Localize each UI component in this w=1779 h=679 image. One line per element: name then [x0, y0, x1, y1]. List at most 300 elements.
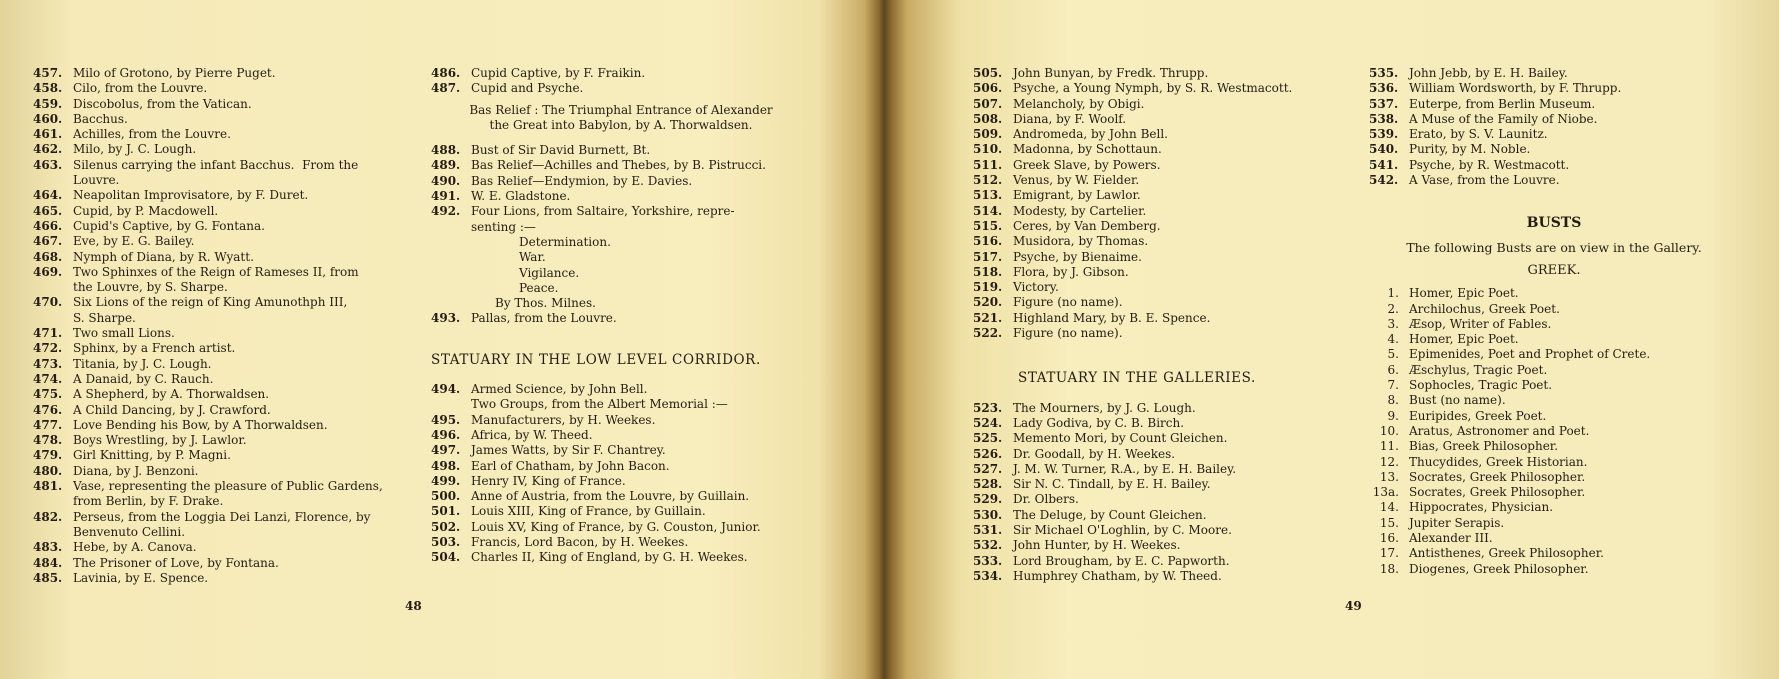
entry-number: 485. [33, 570, 63, 585]
entry-number: 513. [973, 188, 1003, 203]
entry-number: 488. [431, 143, 461, 158]
list-item [431, 189, 811, 204]
entry-text: Anne of Austria, from the Louvre, by Guillain. [471, 489, 750, 504]
entry-number: 2. [1387, 301, 1399, 316]
entry-text: Neapolitan Improvisatore, by F. Duret. [73, 188, 309, 203]
list-item [431, 550, 811, 565]
list-item [1369, 378, 1739, 393]
list-item [33, 295, 408, 310]
list-item [1369, 485, 1739, 500]
entry-text: Socrates, Greek Philosopher. [1409, 469, 1586, 484]
list-item [1369, 112, 1739, 127]
list-item [973, 462, 1353, 477]
entry-number: 541. [1369, 157, 1399, 172]
entry-number: 538. [1369, 111, 1399, 126]
entry-text: Sir Michael O'Loghlin, by C. Moore. [1013, 523, 1232, 538]
entry-text: Aratus, Astronomer and Poet. [1409, 423, 1590, 438]
list-item [1369, 393, 1739, 408]
entry-text: Louis XV, King of France, by G. Couston, Junior. [471, 519, 761, 534]
entry-number: 470. [33, 295, 63, 310]
entry-number: 531. [973, 523, 1003, 538]
list-item [973, 250, 1353, 265]
entry-text: Earl of Chatham, by John Bacon. [471, 458, 670, 473]
list-item [1369, 127, 1739, 142]
entry-text: Four Lions, from Saltaire, Yorkshire, repre- [471, 204, 735, 219]
section-heading: STATUARY IN THE LOW LEVEL CORRIDOR. [431, 351, 761, 368]
entry-number: 526. [973, 446, 1003, 461]
entry-number: 507. [973, 96, 1003, 111]
entry-number: 457. [33, 66, 63, 80]
entry-text: Emigrant, by Lawlor. [1013, 188, 1141, 203]
catalogue-list [431, 143, 811, 235]
entry-text: Diana, by F. Woolf. [1013, 111, 1127, 126]
entry-text: Hebe, by A. Canova. [73, 540, 197, 555]
list-item [33, 372, 408, 387]
list-item [33, 540, 408, 555]
entry-text: Cupid's Captive, by G. Fontana. [73, 218, 265, 233]
entry-text: Memento Mori, by Count Gleichen. [1013, 431, 1228, 446]
list-item [1369, 332, 1739, 347]
entry-text: Nymph of Diana, by R. Wyatt. [73, 249, 254, 264]
entry-number: 533. [973, 553, 1003, 568]
catalogue-list [431, 66, 811, 97]
list-item [431, 520, 811, 535]
entry-continuation: from Berlin, by F. Drake. [73, 494, 224, 509]
entry-text: Highland Mary, by B. E. Spence. [1013, 310, 1211, 325]
entry-number: 467. [33, 234, 63, 249]
entry-continuation: senting :— [471, 219, 536, 234]
list-item [431, 204, 811, 219]
list-item [1369, 286, 1739, 301]
entry-number: 18. [1379, 561, 1399, 576]
left-column-2 [431, 66, 811, 566]
list-item [33, 418, 408, 433]
list-item [33, 142, 408, 157]
list-item [33, 448, 408, 463]
entry-number: 12. [1379, 454, 1399, 469]
list-item [1369, 455, 1739, 470]
entry-number: 474. [33, 371, 63, 386]
right-column-1 [973, 66, 1353, 584]
entry-number: 13. [1379, 469, 1399, 484]
entry-number: 464. [33, 188, 63, 203]
list-item [973, 554, 1353, 569]
entry-text: Victory. [1013, 280, 1059, 295]
entry-number: 6. [1387, 362, 1399, 377]
entry-text: Humphrey Chatham, by W. Theed. [1013, 568, 1222, 583]
entry-text: William Wordsworth, by F. Thrupp. [1409, 81, 1622, 96]
entry-text: Love Bending his Bow, by A Thorwaldsen. [73, 417, 328, 432]
entry-text: Discobolus, from the Vatican. [73, 96, 252, 111]
section-heading: STATUARY IN THE GALLERIES. [1018, 370, 1256, 387]
entry-text: Æschylus, Tragic Poet. [1409, 362, 1548, 377]
entry-number: 477. [33, 417, 63, 432]
list-item [973, 523, 1353, 538]
list-item [431, 474, 811, 489]
entry-number: 508. [973, 111, 1003, 126]
entry-number: 502. [431, 519, 461, 534]
entry-number: 518. [973, 264, 1003, 279]
list-item [431, 535, 811, 550]
entry-text: Bas Relief—Achilles and Thebes, by B. Pistrucci. [471, 158, 766, 173]
entry-number: 516. [973, 234, 1003, 249]
sub-item: Determination. [519, 234, 611, 249]
list-item [431, 443, 811, 458]
list-item [33, 326, 408, 341]
list-item [973, 234, 1353, 249]
list-item [33, 112, 408, 127]
list-item [973, 538, 1353, 553]
entry-number: 517. [973, 249, 1003, 264]
list-item [431, 158, 811, 173]
entry-number: 523. [973, 400, 1003, 415]
entry-number: 1. [1387, 286, 1399, 301]
list-item [973, 280, 1353, 295]
entry-number: 496. [431, 427, 461, 442]
sub-item: Peace. [519, 280, 559, 295]
list-item [973, 127, 1353, 142]
sub-item: War. [519, 250, 546, 265]
entry-number: 461. [33, 127, 63, 142]
entry-text: J. M. W. Turner, R.A., by E. H. Bailey. [1013, 461, 1237, 476]
list-item [973, 142, 1353, 157]
entry-number: 537. [1369, 96, 1399, 111]
entry-text: A Child Dancing, by J. Crawford. [73, 402, 271, 417]
entry-number: 515. [973, 218, 1003, 233]
entry-number: 506. [973, 81, 1003, 96]
list-item [33, 204, 408, 219]
entry-text: Francis, Lord Bacon, by H. Weekes. [471, 535, 689, 550]
list-item [1369, 173, 1739, 188]
list-item [33, 219, 408, 234]
entry-number: 16. [1379, 531, 1399, 546]
entry-number: 492. [431, 204, 461, 219]
list-item [973, 311, 1353, 326]
list-item [431, 311, 811, 326]
entry-text: Sophocles, Tragic Poet. [1409, 378, 1553, 393]
catalogue-list [431, 382, 811, 566]
entry-text: Lady Godiva, by C. B. Birch. [1013, 415, 1185, 430]
entry-number: 481. [33, 479, 63, 494]
entry-number: 519. [973, 280, 1003, 295]
list-item [1369, 81, 1739, 96]
list-item [33, 188, 408, 203]
catalogue-list [33, 66, 408, 586]
entry-text: A Muse of the Family of Niobe. [1409, 111, 1598, 126]
entry-number: 469. [33, 264, 63, 279]
list-item [973, 188, 1353, 203]
busts-intro: The following Busts are on view in the Gallery. [1406, 239, 1702, 255]
entry-text: Armed Science, by John Bell. [471, 382, 648, 397]
list-item [33, 97, 408, 112]
entry-text: Henry IV, King of France. [471, 473, 626, 488]
entry-text: Bias, Greek Philosopher. [1409, 439, 1559, 454]
entry-number: 539. [1369, 127, 1399, 142]
sub-item: Vigilance. [519, 265, 580, 280]
entry-text: Ceres, by Van Demberg. [1013, 218, 1161, 233]
entry-number: 509. [973, 127, 1003, 142]
entry-text: The Prisoner of Love, by Fontana. [73, 555, 279, 570]
entry-text: Erato, by S. V. Launitz. [1409, 127, 1548, 142]
entry-number: 505. [973, 66, 1003, 80]
entry-number: 475. [33, 387, 63, 402]
list-item [33, 433, 408, 448]
entry-text: Cilo, from the Louvre. [73, 81, 208, 96]
list-item [973, 265, 1353, 280]
entry-text: Achilles, from the Louvre. [73, 127, 231, 142]
entry-number: 10. [1379, 423, 1399, 438]
list-item [1369, 302, 1739, 317]
entry-number: 462. [33, 142, 63, 157]
entry-text: Psyche, by R. Westmacott. [1409, 157, 1570, 172]
left-column-1 [33, 66, 408, 586]
entry-number: 504. [431, 550, 461, 565]
entry-number: 9. [1387, 408, 1399, 423]
entry-text: John Hunter, by H. Weekes. [1013, 538, 1181, 553]
entry-text: Silenus carrying the infant Bacchus. From the [73, 157, 359, 172]
entry-text: Bust (no name). [1409, 393, 1506, 408]
entry-number: 511. [973, 157, 1003, 172]
list-item [33, 464, 408, 479]
entry-number: 17. [1379, 546, 1399, 561]
entry-number: 497. [431, 443, 461, 458]
entry-number: 535. [1369, 66, 1399, 80]
entry-text: Figure (no name). [1013, 326, 1123, 341]
entry-text: Girl Knitting, by P. Magni. [73, 448, 231, 463]
entry-text: Diana, by J. Benzoni. [73, 463, 199, 478]
entry-number: 14. [1379, 500, 1399, 515]
list-item [973, 477, 1353, 492]
entry-number: 5. [1387, 347, 1399, 362]
catalogue-list [973, 66, 1353, 341]
entry-text: Charles II, King of England, by G. H. Weekes. [471, 550, 748, 565]
left-page [0, 0, 880, 679]
list-item [431, 174, 811, 189]
entry-text: Purity, by M. Noble. [1409, 142, 1531, 157]
entry-text: John Jebb, by E. H. Bailey. [1409, 66, 1568, 80]
entry-number: 525. [973, 431, 1003, 446]
entry-number: 472. [33, 341, 63, 356]
entry-number: 536. [1369, 81, 1399, 96]
entry-number: 490. [431, 173, 461, 188]
list-item [431, 66, 811, 81]
list-item [1369, 546, 1739, 561]
entry-number: 540. [1369, 142, 1399, 157]
list-item [33, 479, 408, 494]
entry-text: Cupid Captive, by F. Fraikin. [471, 66, 646, 80]
entry-text: Dr. Goodall, by H. Weekes. [1013, 446, 1176, 461]
list-item [1369, 347, 1739, 362]
list-item [1369, 424, 1739, 439]
list-item [431, 428, 811, 443]
list-item [431, 397, 811, 412]
entry-number: 498. [431, 458, 461, 473]
list-item [33, 81, 408, 96]
entry-text: Sir N. C. Tindall, by E. H. Bailey. [1013, 477, 1211, 492]
entry-text: The Mourners, by J. G. Lough. [1013, 400, 1196, 415]
entry-number: 473. [33, 356, 63, 371]
entry-number: 510. [973, 142, 1003, 157]
entry-text: Six Lions of the reign of King Amunothph III, [73, 295, 348, 310]
entry-number: 480. [33, 463, 63, 478]
entry-text: Milo of Grotono, by Pierre Puget. [73, 66, 276, 80]
entry-number: 3. [1387, 316, 1399, 331]
entry-number: 483. [33, 540, 63, 555]
entry-text: The Deluge, by Count Gleichen. [1013, 507, 1207, 522]
list-item [973, 326, 1353, 341]
catalogue-list [1369, 66, 1739, 188]
subsection-heading: GREEK. [1527, 262, 1581, 278]
entry-number: 478. [33, 433, 63, 448]
list-item [33, 556, 408, 571]
entry-text: Pallas, from the Louvre. [471, 311, 617, 326]
list-item [1369, 317, 1739, 332]
list-item [1369, 97, 1739, 112]
entry-text: Milo, by J. C. Lough. [73, 142, 197, 157]
entry-text: Greek Slave, by Powers. [1013, 157, 1161, 172]
entry-number: 489. [431, 158, 461, 173]
entry-text: A Vase, from the Louvre. [1409, 173, 1560, 188]
list-item [1369, 142, 1739, 157]
entry-number: 476. [33, 402, 63, 417]
list-item [33, 127, 408, 142]
entry-number: 487. [431, 81, 461, 96]
list-item [973, 173, 1353, 188]
list-item [431, 489, 811, 504]
entry-number: 512. [973, 173, 1003, 188]
entry-number: 491. [431, 189, 461, 204]
list-item [973, 81, 1353, 96]
entry-text: Modesty, by Cartelier. [1013, 203, 1147, 218]
list-item [33, 66, 408, 81]
list-item [431, 81, 811, 96]
entry-text: Epimenides, Poet and Prophet of Crete. [1409, 347, 1651, 362]
entry-text: Thucydides, Greek Historian. [1409, 454, 1588, 469]
list-item [33, 158, 408, 173]
entry-number: 521. [973, 310, 1003, 325]
entry-number: 530. [973, 507, 1003, 522]
entry-number: 524. [973, 415, 1003, 430]
entry-text: Cupid and Psyche. [471, 81, 584, 96]
entry-number: 7. [1387, 378, 1399, 393]
list-item [33, 341, 408, 356]
list-item [1369, 409, 1739, 424]
list-item [973, 97, 1353, 112]
entry-text: Euripides, Greek Poet. [1409, 408, 1547, 423]
entry-text: Cupid, by P. Macdowell. [73, 203, 219, 218]
entry-text: Dr. Olbers. [1013, 492, 1079, 507]
entry-text: Perseus, from the Loggia Dei Lanzi, Florence, by [73, 509, 371, 524]
entry-number: 522. [973, 326, 1003, 341]
entry-continuation: S. Sharpe. [73, 310, 136, 325]
entry-number: 534. [973, 568, 1003, 583]
list-item [431, 382, 811, 397]
entry-text: Musidora, by Thomas. [1013, 234, 1149, 249]
list-item [431, 459, 811, 474]
list-item [33, 234, 408, 249]
entry-number [431, 397, 471, 412]
entry-text: Venus, by W. Fielder. [1013, 173, 1140, 188]
entry-text: Psyche, by Bienaime. [1013, 249, 1142, 264]
list-item [1369, 470, 1739, 485]
entry-number: 529. [973, 492, 1003, 507]
right-page [890, 0, 1779, 679]
list-item [1369, 500, 1739, 515]
entry-number: 503. [431, 535, 461, 550]
entry-text: Flora, by J. Gibson. [1013, 264, 1129, 279]
lions-sub-list [431, 235, 811, 296]
list-item [33, 265, 408, 280]
entry-text: Africa, by W. Theed. [471, 427, 593, 442]
entry-number: 460. [33, 111, 63, 126]
entry-text: Sphinx, by a French artist. [73, 341, 236, 356]
entry-number: 482. [33, 509, 63, 524]
entry-text: Andromeda, by John Bell. [1013, 127, 1168, 142]
entry-text: Vase, representing the pleasure of Public Gardens, [73, 479, 383, 494]
list-item [973, 569, 1353, 584]
entry-number: 8. [1387, 393, 1399, 408]
entry-number: 463. [33, 157, 63, 172]
entry-text: A Shepherd, by A. Thorwaldsen. [73, 387, 270, 402]
entry-text: Madonna, by Schottaun. [1013, 142, 1162, 157]
list-item [1369, 66, 1739, 81]
entry-number: 458. [33, 81, 63, 96]
entry-text: Homer, Epic Poet. [1409, 286, 1519, 301]
list-item [33, 510, 408, 525]
entry-text: Lord Brougham, by E. C. Papworth. [1013, 553, 1230, 568]
entry-text: Two small Lions. [73, 326, 175, 341]
entry-text: Eve, by E. G. Bailey. [73, 234, 195, 249]
entry-number: 495. [431, 412, 461, 427]
entry-text: Alexander III. [1409, 531, 1493, 546]
entry-number: 493. [431, 311, 461, 326]
list-item [1369, 158, 1739, 173]
entry-number: 494. [431, 382, 461, 397]
entry-text: A Danaid, by C. Rauch. [73, 371, 214, 386]
entry-text: Lavinia, by E. Spence. [73, 570, 209, 585]
entry-text: W. E. Gladstone. [471, 189, 571, 204]
entry-text: Archilochus, Greek Poet. [1409, 301, 1560, 316]
entry-text: Two Sphinxes of the Reign of Rameses II, from [73, 264, 359, 279]
list-item [1369, 516, 1739, 531]
entry-number: 11. [1379, 439, 1399, 454]
list-item [1369, 439, 1739, 454]
catalogue-list [973, 401, 1353, 585]
list-item [973, 204, 1353, 219]
page-number: 49 [1345, 599, 1362, 613]
entry-text: Manufacturers, by H. Weekes. [471, 412, 656, 427]
entry-text: Hippocrates, Physician. [1409, 500, 1554, 515]
list-item [973, 416, 1353, 431]
page-number: 48 [405, 599, 422, 613]
entry-text: Jupiter Serapis. [1409, 515, 1505, 530]
entry-text: Melancholy, by Obigi. [1013, 96, 1145, 111]
list-item [1369, 531, 1739, 546]
entry-number: 466. [33, 218, 63, 233]
bas-relief-note: Bas Relief : The Triumphal Entrance of Alexander the Great into Babylon, by A. Thorwaldsen. [469, 102, 773, 132]
list-item [973, 431, 1353, 446]
entry-text: John Bunyan, by Fredk. Thrupp. [1013, 66, 1209, 80]
entry-number: 13a. [1372, 485, 1399, 500]
entry-number: 499. [431, 473, 461, 488]
entry-number: 479. [33, 448, 63, 463]
entry-continuation: Louvre. [73, 173, 120, 188]
entry-number: 542. [1369, 173, 1399, 188]
entry-text: Euterpe, from Berlin Museum. [1409, 96, 1596, 111]
entry-number: 471. [33, 326, 63, 341]
sculptor-credit: By Thos. Milnes. [495, 296, 596, 311]
entry-text: Boys Wrestling, by J. Lawlor. [73, 433, 247, 448]
